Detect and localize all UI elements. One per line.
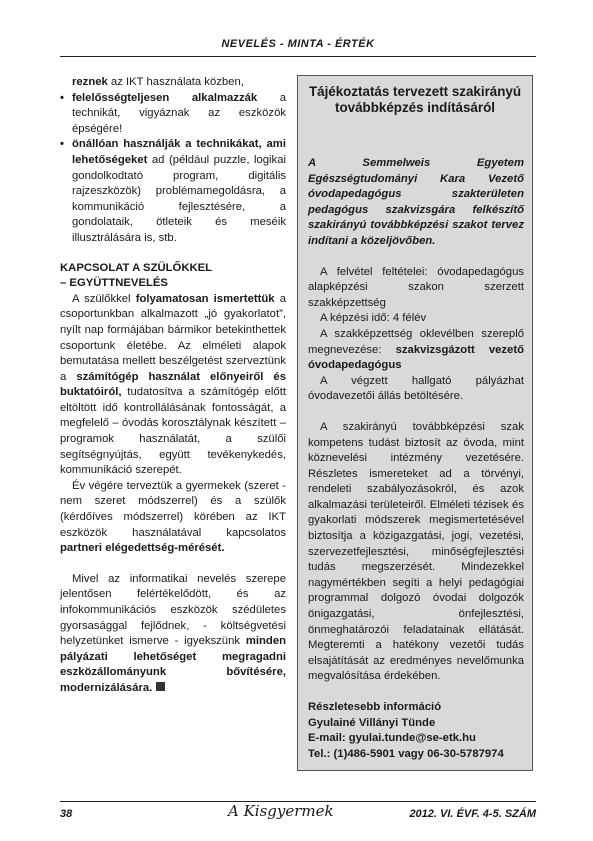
text: a csoportunkban alkalmazott „jó gyakorlatot”, nyílt nap formájában bármikor betekinthettek csoportunk életébe. Az elméleti alapok bemutatása mellett beszélgetést szerveztünk a (60, 292, 286, 383)
bold-text: számítógép használat előnyeiről és buktatóiról, (60, 370, 286, 399)
section-heading (60, 261, 286, 292)
contact-heading: Részletesebb információ (308, 701, 442, 713)
contact-info (308, 700, 524, 762)
text: ad (például puzzle, logikai gondolkodtató program, digitális rajzeszközök) problémamegoldásra, a kommunikáció fejlesztésére, a gondolataik, ötleteik és meséik illusztrálására is, stb. (72, 153, 286, 244)
box-paragraph: A képzési idő: 4 félév (320, 312, 427, 325)
contact-email: E-mail: gyulai.tunde@se-etk.hu (308, 732, 476, 745)
bold-text: partneri elégedettség-mérését. (60, 542, 225, 555)
contact-name: Gyulainé Villányi Tünde (308, 716, 436, 729)
box-paragraph (308, 327, 524, 374)
section-heading-line-2: – EGYÜTTNEVELÉS (60, 277, 168, 290)
page-number: 38 (60, 808, 73, 820)
text: a technikát, vigyáznak az eszközök épségére! (72, 91, 287, 135)
box-title: Tájékoztatás tervezett szakirányú továbbképzés indításáról (308, 84, 522, 115)
header-rule (60, 56, 536, 57)
box-paragraph: A felvétel feltételei: óvodapedagógus alapképzési szakon szerzett szakképzettség (308, 265, 524, 309)
contact-phone: Tel.: (1)486-5901 vagy 06-30-5787974 (308, 747, 504, 760)
issue-info: 2012. VI. ÉVF. 4-5. SZÁM (409, 808, 536, 820)
paragraph (60, 572, 286, 697)
box-lead: A Semmelweis Egyetem Egészségtudományi Kara Vezető óvodapedagógus szakterületen pedagógus szakvizsgára felkészítő szakirányú továbbképzési szakot tervez indítani a közeljövőben. (308, 157, 524, 247)
bold-text: önállóan használják a technikákat, ami lehetőségeket (72, 138, 286, 166)
announcement-box (297, 75, 533, 771)
paragraph (60, 292, 286, 479)
box-paragraph: A végzett hallgató pályázhat óvodavezetői állás betöltésére. (308, 374, 524, 403)
text: az IKT használata közben, (107, 76, 244, 88)
bold-text: folyamatosan ismertettük (135, 292, 275, 305)
paragraph (60, 479, 286, 557)
text: Év végére terveztük a gyermekek (szeret - nem szeret módszerrel) és a szülők (kérdőíves módszerrel) körében az IKT eszközök használatával kapcsolatos (60, 479, 286, 539)
running-header: NEVELÉS - MINTA - ÉRTÉK (221, 38, 375, 50)
text: Mivel az informatikai nevelés szerepe jelentősen felértékelődött, és az infokommunikációs eszközök szédületes gyorsasággal fejlődnek, - költségvetési helyzetünket ismerve - igyekszünk (60, 572, 286, 648)
continued-bullet (60, 75, 286, 91)
bold-text: szakvizsgázott vezető óvodapedagógus (308, 343, 524, 372)
text: A szülőkkel (72, 292, 136, 305)
box-paragraph: A szakirányú továbbképzési szak kompetens tudást biztosít az óvoda, mint köznevelési intézmény vezetésére. Részletes ismereteket ad a törvényi, rendeleti szabályozásokról, és azok alkalmazási területeiről. Elméleti tézisek és gyakorlati módszerek megismertetésével biztosítja a közigazgatási, jogi, vezetési, szervezetfejlesztési, minőségfejlesztési tudás megszerzését. Mindezekkel nagymértékben segíti a helyi pedagógiai programmal dolgozó óvodai dolgozók önigazgatási, önfejlesztési, önmeghatározói feladatainak ellátását. Megteremti a hatékony vezetői tudás elsajátítását az eredményes nevelőmunka megvalósítása érdekében. (308, 420, 524, 683)
text: tudatosítva a számítógép előtt eltöltött idő kontrollálásának fontosságát, a megfelelő – óvodás korosztálynak készített – programok használatát, a szülői segítségnyújtás, együtt tevékenykedés, kommunikáció szerepét. (60, 386, 286, 477)
bold-text: minden pályázati lehetőséget megragadni eszközállományunk bővítésére, modernizálására. (60, 635, 286, 694)
box-body (308, 156, 524, 762)
bold-text: reznek (72, 76, 108, 88)
left-column (60, 75, 286, 697)
bullet-item (60, 91, 286, 138)
section-heading-line-1: KAPCSOLAT A SZÜLŐKKEL (60, 261, 213, 274)
text: A szakképzettség oklevélben szereplő megnevezése: (308, 327, 524, 356)
end-of-article-mark (156, 682, 165, 691)
magazine-title: A Kisgyermek (228, 802, 334, 820)
bullet-item (60, 137, 286, 246)
bold-text: felelősségteljesen alkalmazzák (72, 91, 258, 104)
